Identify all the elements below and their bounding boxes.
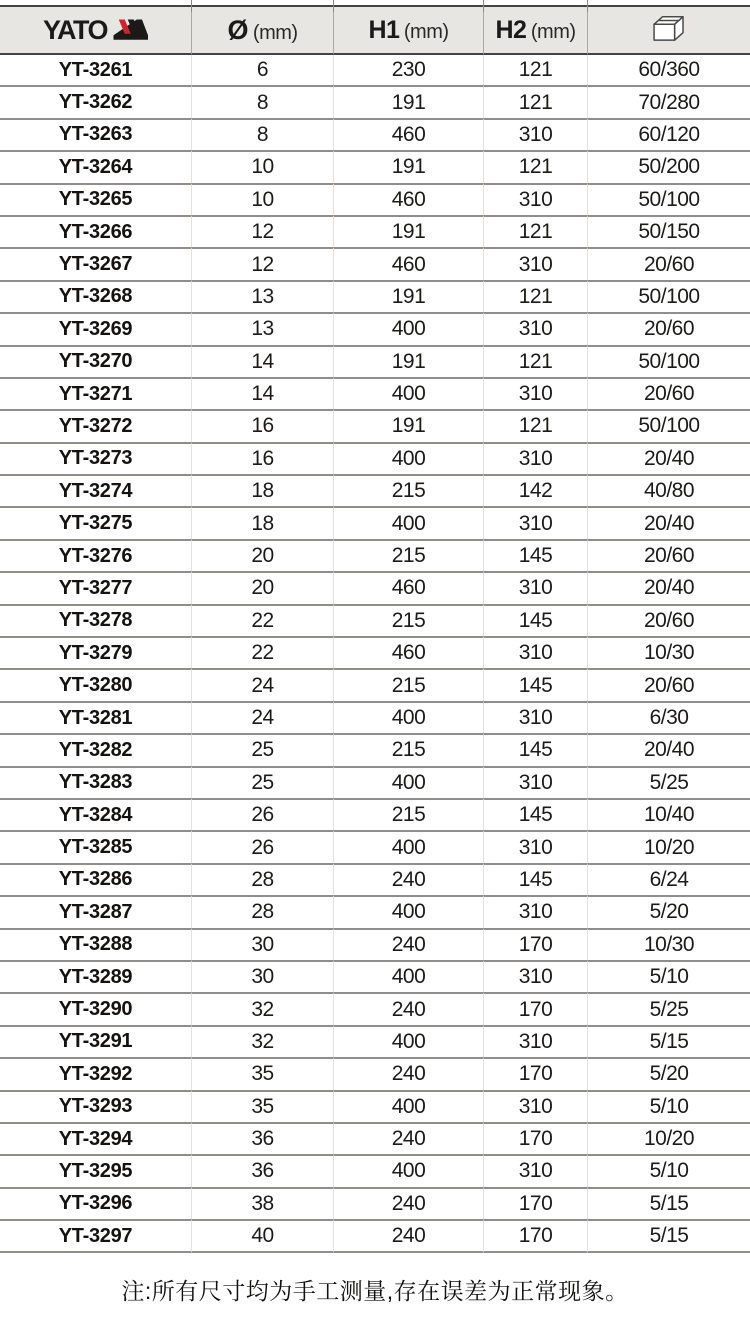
cell-diameter: 10	[191, 150, 333, 182]
table-row	[0, 960, 750, 992]
cell-model: YT-3284	[0, 798, 191, 830]
cell-model: YT-3281	[0, 701, 191, 733]
diameter-symbol: Ø	[227, 14, 249, 45]
cell-package: 50/150	[587, 215, 750, 247]
cell-diameter: 30	[191, 928, 333, 960]
yato-logo	[43, 15, 148, 46]
cell-diameter: 10	[191, 183, 333, 215]
cell-diameter: 35	[191, 1057, 333, 1089]
table-row	[0, 928, 750, 960]
cell-model: YT-3280	[0, 668, 191, 700]
cell-diameter: 20	[191, 539, 333, 571]
table-row	[0, 766, 750, 798]
cell-package: 10/30	[587, 636, 750, 668]
cell-diameter: 32	[191, 1025, 333, 1057]
cell-package: 20/60	[587, 377, 750, 409]
cell-model: YT-3271	[0, 377, 191, 409]
cell-h2: 170	[483, 928, 587, 960]
cell-package: 50/100	[587, 409, 750, 441]
cell-package: 70/280	[587, 85, 750, 117]
cell-diameter: 35	[191, 1090, 333, 1122]
table-row	[0, 506, 750, 538]
cell-package: 50/100	[587, 345, 750, 377]
cell-package: 60/120	[587, 118, 750, 150]
cell-h2: 310	[483, 571, 587, 603]
cell-diameter: 8	[191, 85, 333, 117]
cell-package: 5/25	[587, 766, 750, 798]
cell-package: 20/40	[587, 506, 750, 538]
table-row	[0, 1025, 750, 1057]
cell-package: 20/40	[587, 442, 750, 474]
cell-package: 10/20	[587, 1122, 750, 1154]
h2-unit: (mm)	[530, 20, 576, 43]
cell-h1: 460	[333, 247, 483, 279]
footer-note: 注:所有尺寸均为手工测量,存在误差为正常现象。	[121, 1278, 629, 1305]
table-row	[0, 571, 750, 603]
cell-model: YT-3270	[0, 345, 191, 377]
cell-diameter: 25	[191, 733, 333, 765]
cell-model: YT-3294	[0, 1122, 191, 1154]
table-row	[0, 1057, 750, 1089]
cell-h2: 310	[483, 442, 587, 474]
cell-h1: 191	[333, 280, 483, 312]
cell-diameter: 12	[191, 215, 333, 247]
cell-package: 20/60	[587, 539, 750, 571]
cell-diameter: 24	[191, 668, 333, 700]
cell-package: 10/20	[587, 830, 750, 862]
cell-h2: 121	[483, 85, 587, 117]
cell-package: 50/100	[587, 280, 750, 312]
cell-package: 5/20	[587, 895, 750, 927]
cell-package: 6/30	[587, 701, 750, 733]
cell-diameter: 8	[191, 118, 333, 150]
col-header-package	[587, 5, 750, 55]
cell-h2: 310	[483, 830, 587, 862]
cell-model: YT-3282	[0, 733, 191, 765]
cell-model: YT-3262	[0, 85, 191, 117]
cell-diameter: 22	[191, 604, 333, 636]
h2-symbol: H2	[495, 15, 527, 44]
cell-h1: 215	[333, 733, 483, 765]
cell-model: YT-3264	[0, 150, 191, 182]
cell-model: YT-3295	[0, 1154, 191, 1186]
cell-model: YT-3277	[0, 571, 191, 603]
cell-model: YT-3297	[0, 1219, 191, 1253]
cell-diameter: 32	[191, 992, 333, 1024]
cell-diameter: 14	[191, 345, 333, 377]
cell-h2: 310	[483, 766, 587, 798]
col-header-brand	[0, 5, 191, 55]
cell-h2: 145	[483, 863, 587, 895]
cell-model: YT-3293	[0, 1090, 191, 1122]
cell-h2: 170	[483, 1187, 587, 1219]
cell-diameter: 18	[191, 506, 333, 538]
cell-diameter: 26	[191, 798, 333, 830]
cell-h2: 310	[483, 895, 587, 927]
cell-h1: 400	[333, 701, 483, 733]
cell-h1: 215	[333, 668, 483, 700]
table-row	[0, 1122, 750, 1154]
yato-logo-mark-icon	[112, 18, 148, 42]
table-row	[0, 636, 750, 668]
cell-h1: 240	[333, 1122, 483, 1154]
cell-diameter: 13	[191, 280, 333, 312]
cell-package: 20/60	[587, 247, 750, 279]
cell-h1: 215	[333, 539, 483, 571]
cell-model: YT-3290	[0, 992, 191, 1024]
cell-package: 6/24	[587, 863, 750, 895]
table-row	[0, 55, 750, 85]
table-row	[0, 798, 750, 830]
cell-model: YT-3288	[0, 928, 191, 960]
cell-package: 50/200	[587, 150, 750, 182]
table-body	[0, 55, 750, 1253]
cell-model: YT-3285	[0, 830, 191, 862]
cell-package: 20/60	[587, 604, 750, 636]
cell-diameter: 16	[191, 409, 333, 441]
cell-h2: 170	[483, 1219, 587, 1253]
cell-h1: 191	[333, 215, 483, 247]
cell-package: 5/15	[587, 1187, 750, 1219]
cell-package: 20/40	[587, 571, 750, 603]
cell-h2: 142	[483, 474, 587, 506]
cell-h1: 460	[333, 571, 483, 603]
cell-h2: 170	[483, 1122, 587, 1154]
cell-package: 5/10	[587, 1154, 750, 1186]
cell-package: 10/40	[587, 798, 750, 830]
table-row	[0, 247, 750, 279]
cell-h1: 240	[333, 863, 483, 895]
cell-h2: 145	[483, 539, 587, 571]
cell-diameter: 38	[191, 1187, 333, 1219]
cell-h1: 191	[333, 85, 483, 117]
table-row	[0, 668, 750, 700]
cell-h2: 121	[483, 280, 587, 312]
spec-table	[0, 5, 750, 1253]
h1-symbol: H1	[368, 15, 400, 44]
cell-package: 10/30	[587, 928, 750, 960]
col-header-h1	[333, 5, 483, 55]
cell-diameter: 20	[191, 571, 333, 603]
table-row	[0, 409, 750, 441]
cell-h1: 460	[333, 118, 483, 150]
cell-h2: 310	[483, 312, 587, 344]
table-row	[0, 442, 750, 474]
cell-model: YT-3275	[0, 506, 191, 538]
cell-h2: 310	[483, 506, 587, 538]
table-row	[0, 1090, 750, 1122]
cell-h2: 145	[483, 668, 587, 700]
cell-h1: 400	[333, 506, 483, 538]
cell-package: 20/60	[587, 312, 750, 344]
carton-box-icon	[649, 14, 689, 42]
cell-model: YT-3266	[0, 215, 191, 247]
table-row	[0, 345, 750, 377]
cell-diameter: 24	[191, 701, 333, 733]
cell-h1: 215	[333, 474, 483, 506]
cell-package: 5/10	[587, 960, 750, 992]
cell-h2: 121	[483, 55, 587, 85]
cell-package: 5/25	[587, 992, 750, 1024]
cell-model: YT-3274	[0, 474, 191, 506]
cell-h1: 240	[333, 1187, 483, 1219]
cell-diameter: 18	[191, 474, 333, 506]
cell-diameter: 6	[191, 55, 333, 85]
cell-h1: 400	[333, 766, 483, 798]
cell-diameter: 14	[191, 377, 333, 409]
cell-h1: 191	[333, 345, 483, 377]
cell-h1: 191	[333, 150, 483, 182]
cell-h1: 460	[333, 183, 483, 215]
cell-model: YT-3261	[58, 58, 133, 81]
cell-diameter: 28	[191, 895, 333, 927]
cell-model: YT-3267	[0, 247, 191, 279]
cell-h2: 121	[483, 215, 587, 247]
cell-h2: 310	[483, 118, 587, 150]
cell-diameter: 40	[191, 1219, 333, 1253]
table-row	[0, 992, 750, 1024]
cell-model: YT-3265	[0, 183, 191, 215]
col-header-diameter	[191, 5, 333, 55]
cell-h2: 310	[483, 960, 587, 992]
cell-h2: 121	[483, 345, 587, 377]
cell-package: 5/20	[587, 1057, 750, 1089]
cell-h2: 145	[483, 798, 587, 830]
cell-model: YT-3269	[0, 312, 191, 344]
cell-diameter: 12	[191, 247, 333, 279]
table-row	[0, 312, 750, 344]
cell-model: YT-3273	[0, 442, 191, 474]
cell-h1: 400	[333, 442, 483, 474]
diameter-unit: (mm)	[252, 21, 298, 44]
cell-h1: 400	[333, 312, 483, 344]
cell-h1: 240	[333, 928, 483, 960]
cell-model: YT-3276	[0, 539, 191, 571]
table-row	[0, 215, 750, 247]
cell-h2: 121	[483, 150, 587, 182]
cell-diameter: 16	[191, 442, 333, 474]
cell-package: 5/15	[587, 1219, 750, 1253]
cell-model: YT-3278	[0, 604, 191, 636]
cell-h1: 400	[333, 960, 483, 992]
cell-h1: 460	[333, 636, 483, 668]
cell-h1: 215	[333, 604, 483, 636]
table-row	[0, 895, 750, 927]
cell-h2: 170	[483, 992, 587, 1024]
cell-h2: 310	[483, 1025, 587, 1057]
cell-h2: 310	[483, 377, 587, 409]
table-row	[0, 474, 750, 506]
cell-package: 20/60	[587, 668, 750, 700]
cell-h2: 310	[483, 183, 587, 215]
cell-h1: 191	[333, 409, 483, 441]
cell-h1: 240	[333, 1057, 483, 1089]
table-row	[0, 1154, 750, 1186]
cell-package: 40/80	[587, 474, 750, 506]
cell-package: 5/15	[587, 1025, 750, 1057]
cell-h1: 400	[333, 1025, 483, 1057]
cell-package: 60/360	[587, 55, 750, 85]
cell-model: YT-3268	[0, 280, 191, 312]
cell-diameter: 25	[191, 766, 333, 798]
table-row	[0, 183, 750, 215]
cell-diameter: 22	[191, 636, 333, 668]
cell-model: YT-3296	[0, 1187, 191, 1219]
cell-h2: 310	[483, 636, 587, 668]
cell-h2: 121	[483, 409, 587, 441]
table-row	[0, 1219, 750, 1253]
table-row	[0, 701, 750, 733]
cell-h1: 400	[333, 830, 483, 862]
cell-diameter: 28	[191, 863, 333, 895]
cell-model: YT-3292	[0, 1057, 191, 1089]
cell-h2: 310	[483, 701, 587, 733]
cell-h2: 310	[483, 247, 587, 279]
cell-h2: 145	[483, 604, 587, 636]
cell-h1: 240	[333, 992, 483, 1024]
cell-model: YT-3289	[0, 960, 191, 992]
cell-h1: 215	[333, 798, 483, 830]
cell-h2: 170	[483, 1057, 587, 1089]
h1-unit: (mm)	[403, 20, 449, 43]
cell-package: 20/40	[587, 733, 750, 765]
cell-h1: 240	[333, 1219, 483, 1253]
table-row	[0, 863, 750, 895]
cell-h2: 310	[483, 1154, 587, 1186]
cell-model: YT-3263	[0, 118, 191, 150]
cell-diameter: 36	[191, 1154, 333, 1186]
table-row	[0, 539, 750, 571]
cell-model: YT-3283	[0, 766, 191, 798]
table-row	[0, 118, 750, 150]
table-row	[0, 830, 750, 862]
cell-diameter: 30	[191, 960, 333, 992]
yato-logo-text: YATO	[42, 14, 108, 45]
cell-model: YT-3291	[0, 1025, 191, 1057]
cell-diameter: 26	[191, 830, 333, 862]
table-row	[0, 1187, 750, 1219]
cell-diameter: 36	[191, 1122, 333, 1154]
table-row	[0, 604, 750, 636]
table-row	[0, 280, 750, 312]
cell-h1: 400	[333, 377, 483, 409]
cell-h1: 400	[333, 1154, 483, 1186]
table-row	[0, 733, 750, 765]
cell-model: YT-3287	[0, 895, 191, 927]
cell-h1: 400	[333, 895, 483, 927]
header-row	[0, 5, 750, 55]
cell-model: YT-3286	[0, 863, 191, 895]
cell-diameter: 13	[191, 312, 333, 344]
table-row	[0, 150, 750, 182]
table-row	[0, 85, 750, 117]
table-row	[0, 377, 750, 409]
cell-h2: 310	[483, 1090, 587, 1122]
cell-h2: 145	[483, 733, 587, 765]
col-header-h2	[483, 5, 587, 55]
cell-package: 50/100	[587, 183, 750, 215]
cell-model: YT-3279	[0, 636, 191, 668]
cell-model: YT-3272	[0, 409, 191, 441]
cell-h1: 400	[333, 1090, 483, 1122]
cell-h1: 230	[333, 55, 483, 85]
cell-package: 5/10	[587, 1090, 750, 1122]
